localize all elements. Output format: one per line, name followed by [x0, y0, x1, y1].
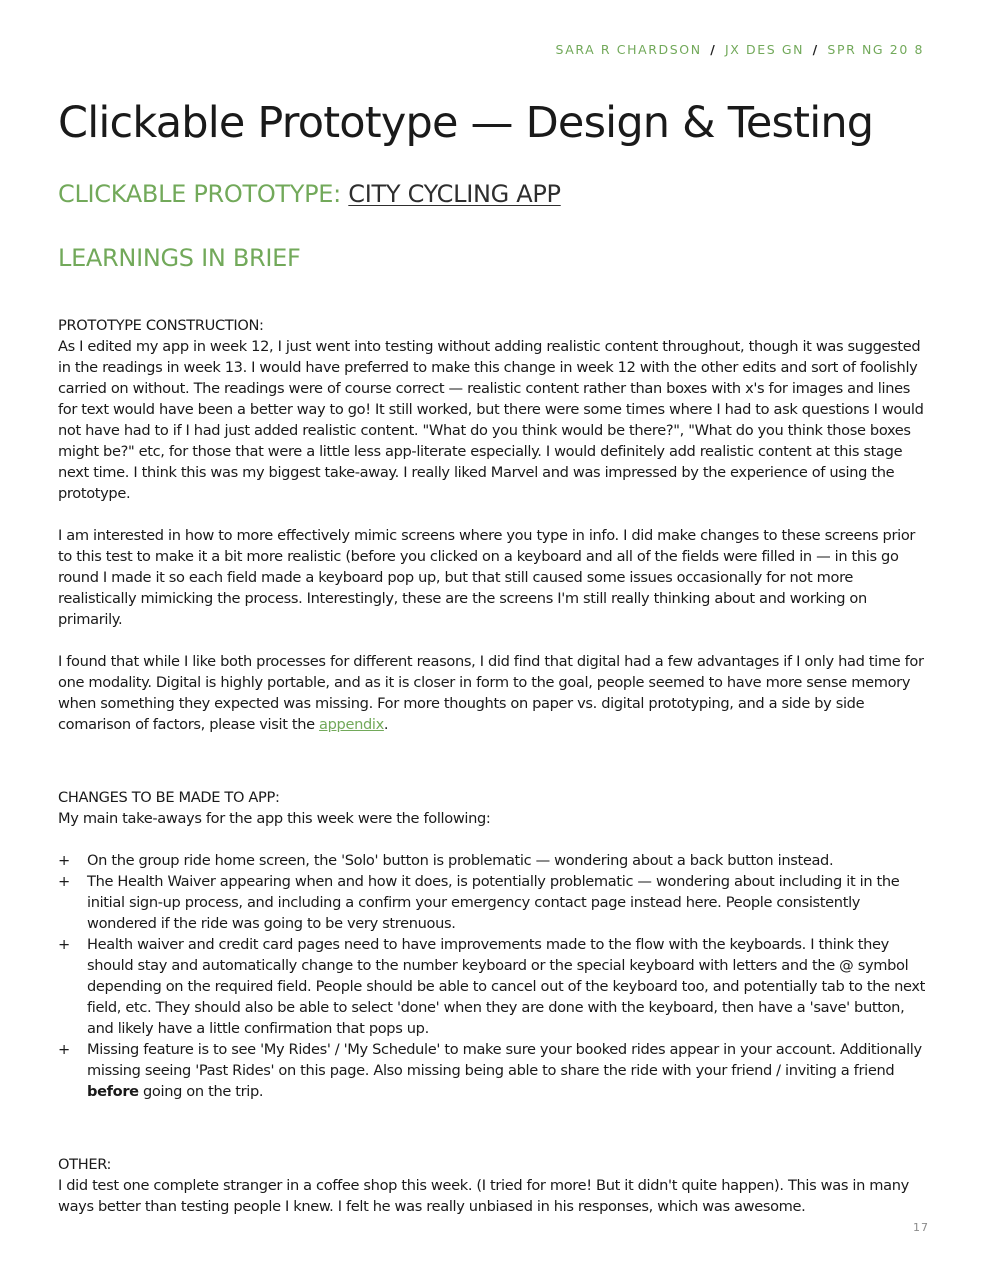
header-separator: / — [710, 42, 717, 57]
list-item-text: going on the trip. — [138, 1083, 264, 1100]
paragraph: As I edited my app in week 12, I just went into testing without adding realistic content throughout, though it was suggested in the readings in week 13. I would have preferred to make this change in week 12 with the other edits and sort of foolishly carried on without. The readings were of course correct — realistic content rather than boxes with x's for images and lines for text would have been a better way to go! It still worked, but there were some times where I had to ask questions I would not have had to if I had just added realistic content. "What do you think would be there?", "What do you think those boxes might be?" etc, for those that were a little less app-literate especially. I would definitely add realistic content at this stage next time. I think this was my biggest take-away. I really liked Marvel and was impressed by the experience of using the prototype. — [58, 338, 924, 502]
list-item-text: The Health Waiver appearing when and how it does, is potentially problematic — wondering about including it in the initial sign-up process, and including a confirm your emergency contact page instead here. People consistently wondered if the ride was going to be very strenuous. — [87, 873, 900, 932]
header-course: JX DES GN — [725, 42, 805, 57]
plus-bullet-icon: + — [58, 936, 70, 953]
paragraph-text: . — [383, 716, 389, 733]
paragraph: I am interested in how to more effectively mimic screens where you type in info. I did make changes to these screens prior to this test to make it a bit more realistic (before you clicked on a keyboard and all of the fields were filled in — in this go round I made it so each field made a keyboard pop up, but that still caused some issues occasionally for not more realistically mimicking the process. Interestingly, these are the screens I'm still really thinking about and working on primarily. — [58, 527, 916, 628]
changes-label: CHANGES TO BE MADE TO APP: — [58, 789, 280, 806]
prototype-construction-label: PROTOTYPE CONSTRUCTION: — [58, 317, 264, 334]
other-paragraph: I did test one complete stranger in a coffee shop this week. (I tried for more! But it didn't quite happen). This was in many ways better than testing people I knew. I felt he was really unbiased in his responses, which was awesome. — [58, 1177, 909, 1215]
plus-bullet-icon: + — [58, 1041, 70, 1058]
paragraph — [58, 651, 930, 735]
changes-list — [58, 850, 930, 1102]
body-content — [58, 315, 930, 1217]
paragraph-text: I found that while I like both processes for different reasons, I did find that digital had a few advantages if I only had time for one modality. Digital is highly portable, and as it is closer in form to the goal, people seemed to have more sense memory when something they expected was missing. For more thoughts on paper vs. digital prototyping, and a side by side comarison of factors, please visit the — [58, 653, 924, 733]
city-cycling-app-link[interactable]: CITY CYCLING APP — [348, 180, 561, 208]
subtitle-prefix: CLICKABLE PROTOTYPE: — [58, 180, 349, 208]
list-item — [58, 934, 930, 1039]
list-item — [58, 1039, 930, 1102]
page-number: 17 — [913, 1221, 929, 1234]
list-item — [58, 850, 930, 871]
list-item-text: Missing feature is to see 'My Rides' / 'My Schedule' to make sure your booked rides appear in your account. Additionally missing seeing 'Past Rides' on this page. Also missing being able to share the ride with your friend / inviting a friend — [87, 1041, 922, 1079]
list-item — [58, 871, 930, 934]
other-label: OTHER: — [58, 1156, 112, 1173]
page-title: Clickable Prototype — Design & Testing — [58, 98, 874, 148]
plus-bullet-icon: + — [58, 852, 70, 869]
list-item-text: Health waiver and credit card pages need to have improvements made to the flow with the keyboards. I think they should stay and automatically change to the number keyboard or the special keyboard with letters and the @ symbol depending on the required field. People should be able to cancel out of the keyboard too, and potentially tab to the next field, etc. They should also be able to select 'done' when they are done with the keyboard, then have a 'save' button, and likely have a little confirmation that pops up. — [87, 936, 926, 1037]
running-header — [555, 42, 924, 57]
emphasis-text: before — [87, 1083, 139, 1100]
header-term: SPR NG 20 8 — [827, 42, 924, 57]
appendix-link[interactable]: appendix — [319, 716, 384, 733]
header-separator: / — [812, 42, 819, 57]
section-heading: LEARNINGS IN BRIEF — [58, 244, 301, 272]
header-author: SARA R CHARDSON — [555, 42, 702, 57]
list-item-text: On the group ride home screen, the 'Solo' button is problematic — wondering about a back button instead. — [87, 852, 834, 869]
prototype-subtitle — [58, 180, 561, 208]
plus-bullet-icon: + — [58, 873, 70, 890]
changes-intro: My main take-aways for the app this week were the following: — [58, 810, 491, 827]
